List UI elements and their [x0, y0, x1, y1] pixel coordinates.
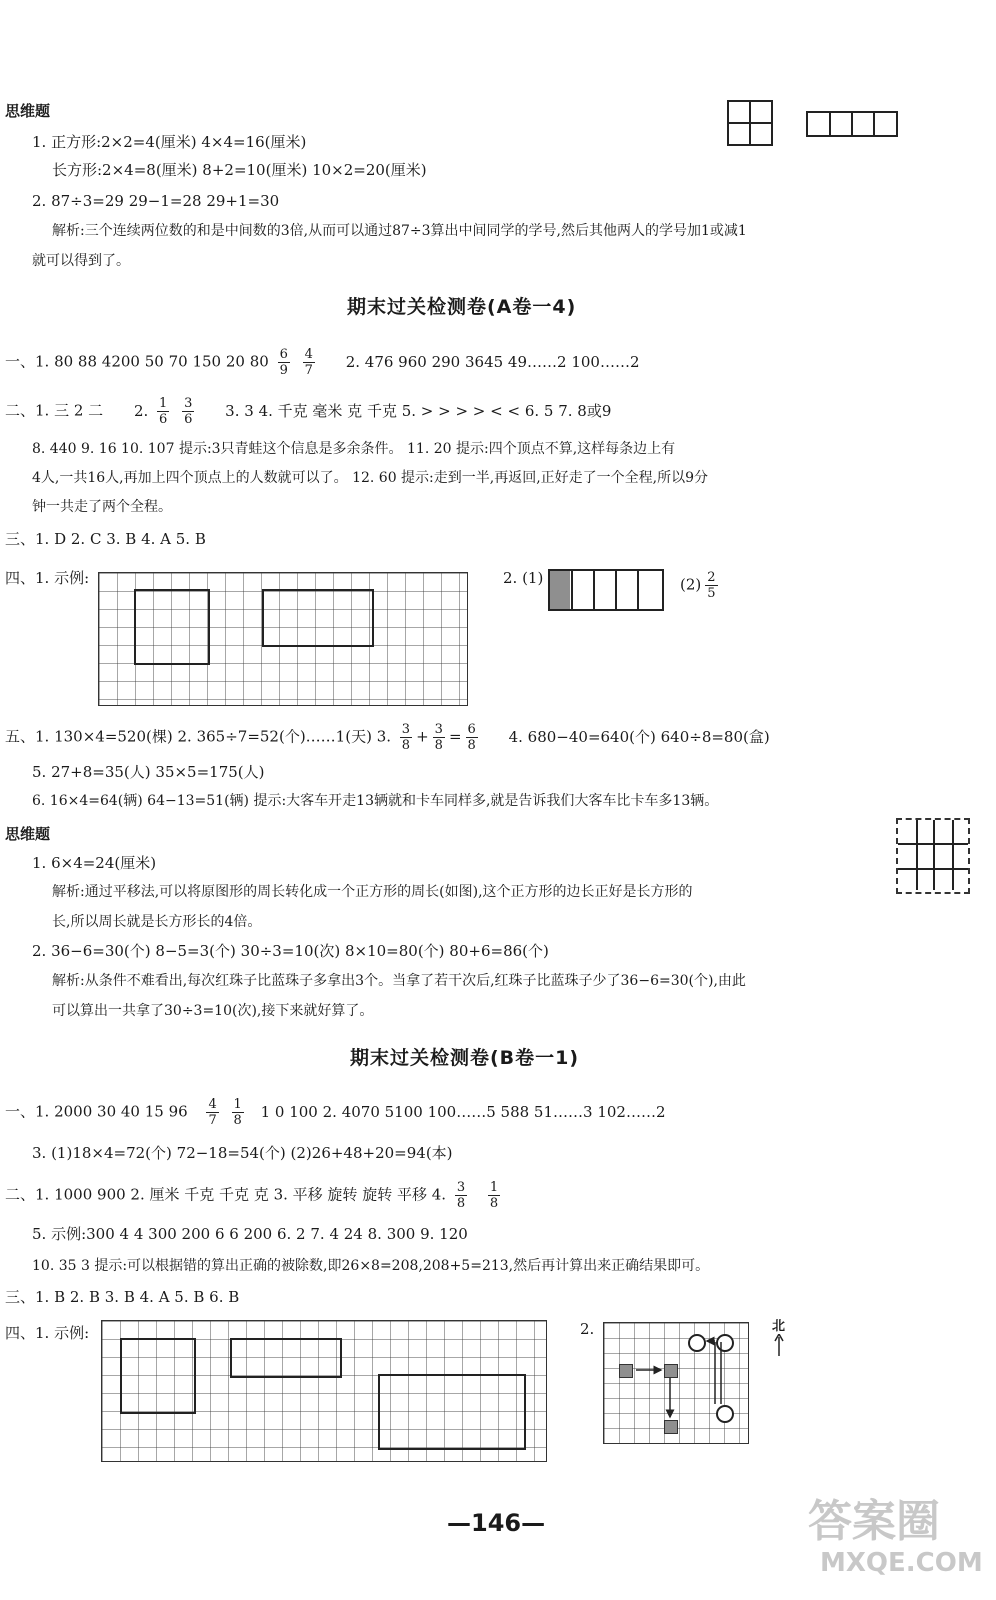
- answer-line: 一、1. 2000 30 40 15 96 $\frac{4}{7}$ $\frac{1}{8}$ 1 0 100 2. 4070 5100 100……5 588 51……3 102……2: [5, 1097, 666, 1128]
- section-heading-thinking: 思维题: [5, 102, 51, 120]
- answer-line: 五、1. 130×4=520(棵) 2. 365÷7=52(个)……1(天) 3. $\frac{3}{8}$ + $\frac{3}{8}$ = $\frac{6}{8}$ 4. 680−40=640(个) 640÷8=80(盒): [5, 722, 770, 753]
- answer-line: 二、1. 三 2 二 2. $\frac{1}{6}$ $\frac{3}{6}$ 3. 3 4. 千克 毫米 克 千克 5. > > > > < < 6. 5 7. 8或9: [5, 396, 612, 427]
- answer-line: 1. 6×4=24(厘米): [32, 854, 157, 872]
- question-label: 2. (1): [503, 569, 544, 587]
- section-title-a4: 期末过关检测卷(A卷一4): [347, 296, 577, 318]
- answer-line: 钟一共走了两个全程。: [32, 499, 172, 515]
- answer-line: 1. 正方形:2×2=4(厘米) 4×4=16(厘米): [32, 133, 307, 151]
- fraction: $\frac{1}{8}$: [489, 1180, 499, 1211]
- answer-line: 10. 35 3 提示:可以根据错的算出正确的被除数,即26×8=208,208+5=213,然后再计算出来正确结果即可。: [32, 1258, 710, 1274]
- explanation-line: 可以算出一共拿了30÷3=10(次),接下来就好算了。: [52, 1003, 374, 1019]
- fraction: $\frac{1}{6}$: [159, 396, 168, 427]
- answer-line: 三、1. D 2. C 3. B 4. A 5. B: [5, 530, 206, 548]
- answer-line: 3. (1)18×4=72(个) 72−18=54(个) (2)26+48+20=94(本): [32, 1144, 453, 1162]
- answer-line: 四、1. 示例:: [5, 1324, 90, 1342]
- answer-line: 2. 87÷3=29 29−1=28 29+1=30: [32, 192, 280, 210]
- fraction: $\frac{6}{8}$: [467, 722, 476, 753]
- answer-line: 二、1. 1000 900 2. 厘米 千克 千克 克 3. 平移 旋转 旋转 平移 4. $\frac{3}{8}$ $\frac{1}{8}$: [5, 1180, 499, 1211]
- answer-line: 一、1. 80 88 4200 50 70 150 20 80 $\frac{6}{9}$ $\frac{4}{7}$ 2. 476 960 290 3645 49……2 100……2: [5, 347, 640, 378]
- rectangle-figure: [806, 111, 898, 137]
- movement-arrows: [603, 1322, 747, 1442]
- answer-line: 5. 27+8=35(人) 35×5=175(人): [32, 763, 265, 781]
- explanation-line: 就可以得到了。: [32, 253, 130, 269]
- drawn-rectangle: [378, 1374, 526, 1450]
- answer-line: 三、1. B 2. B 3. B 4. A 5. B 6. B: [5, 1288, 240, 1306]
- question-label: 2.: [580, 1320, 595, 1338]
- drawn-square: [120, 1338, 196, 1414]
- north-label: 北: [772, 1319, 786, 1334]
- fraction: $\frac{1}{8}$: [233, 1097, 242, 1128]
- answer-line: 2. 36−6=30(个) 8−5=3(个) 30÷3=10(次) 8×10=80(个) 80+6=86(个): [32, 942, 549, 960]
- fraction: $\frac{3}{8}$: [434, 722, 443, 753]
- drawn-rectangle: [262, 589, 374, 647]
- section-title-b1: 期末过关检测卷(B卷一1): [350, 1047, 580, 1069]
- north-arrow-icon: [774, 1334, 784, 1356]
- fraction: $\frac{3}{6}$: [184, 396, 193, 427]
- fraction: $\frac{4}{7}$: [208, 1097, 217, 1128]
- fraction: $\frac{3}{8}$: [456, 1180, 466, 1211]
- fraction: $\frac{2}{5}$: [707, 570, 716, 601]
- explanation-line: 解析:从条件不难看出,每次红珠子比蓝珠子多拿出3个。当拿了若干次后,红珠子比蓝珠子少了36−6=30(个),由此: [52, 973, 746, 989]
- watermark-url: MXQE.COM: [820, 1548, 983, 1578]
- answer-line: 4人,一共16人,再加上四个顶点上的人数就可以了。 12. 60 提示:走到一半,再返回,正好走了一个全程,所以9分: [32, 470, 709, 486]
- watermark-logo: 答案圈: [808, 1496, 940, 1547]
- section-heading-thinking: 思维题: [5, 825, 51, 843]
- answer-line: 四、1. 示例:: [5, 569, 90, 587]
- drawn-square: [134, 589, 210, 665]
- answer-line: 6. 16×4=64(辆) 64−13=51(辆) 提示:大客车开走13辆就和卡车同样多,就是告诉我们大客车比卡车多13辆。: [32, 793, 719, 809]
- explanation-line: 长,所以周长就是长方形长的4倍。: [52, 914, 262, 930]
- fraction-answer: (2) $\frac{2}{5}$: [680, 570, 716, 601]
- fraction: $\frac{4}{7}$: [304, 347, 313, 378]
- fraction: $\frac{3}{8}$: [401, 722, 411, 753]
- explanation-line: 解析:通过平移法,可以将原图形的周长转化成一个正方形的周长(如图),这个正方形的边长正好是长方形的: [52, 884, 693, 900]
- fraction-strip: [548, 569, 664, 611]
- drawn-rectangle: [230, 1338, 342, 1378]
- answer-line: 长方形:2×4=8(厘米) 8+2=10(厘米) 10×2=20(厘米): [52, 161, 427, 179]
- translation-figure: [896, 818, 970, 894]
- square-figure: [727, 100, 773, 146]
- answer-line: 5. 示例:300 4 4 300 200 6 6 200 6. 2 7. 4 24 8. 300 9. 120: [32, 1225, 468, 1243]
- page-number: —146—: [447, 1509, 546, 1537]
- answer-line: 8. 440 9. 16 10. 107 提示:3只青蛙这个信息是多余条件。 11. 20 提示:四个顶点不算,这样每条边上有: [32, 441, 676, 457]
- fraction: $\frac{6}{9}$: [279, 347, 288, 378]
- explanation-line: 解析:三个连续两位数的和是中间数的3倍,从而可以通过87÷3算出中间同学的学号,然后其他两人的学号加1或减1: [52, 223, 747, 239]
